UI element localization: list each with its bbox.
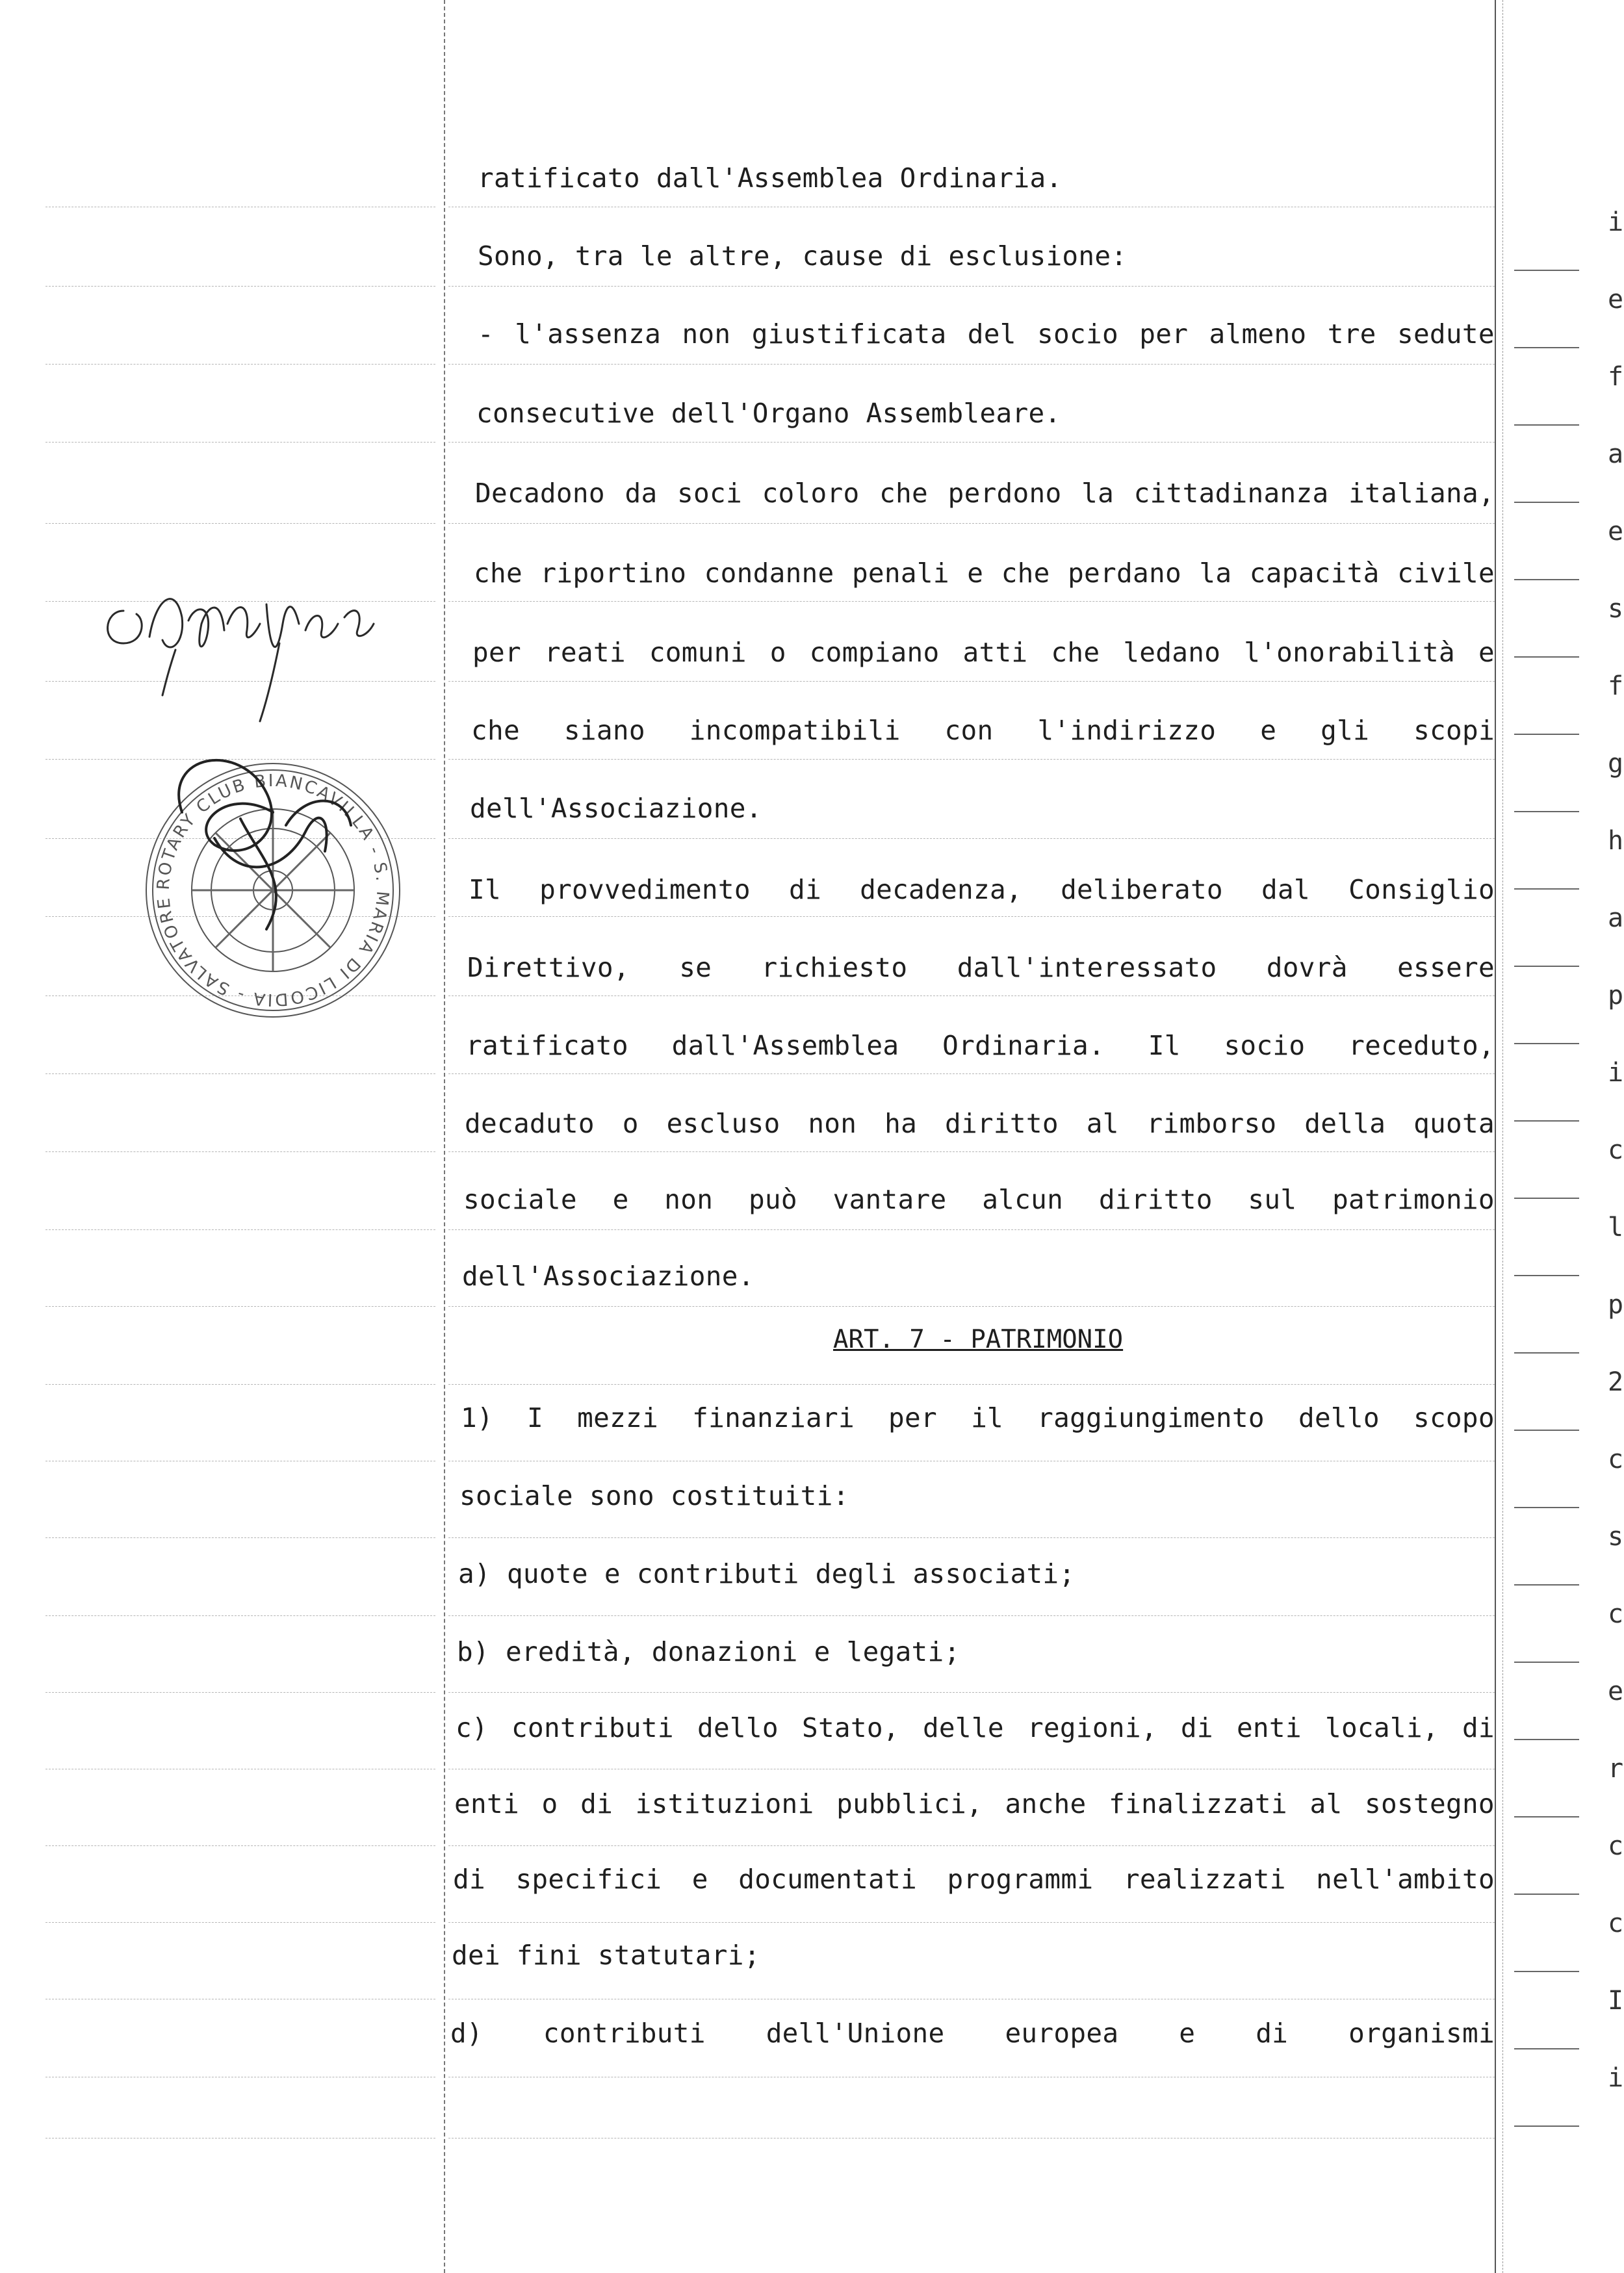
article-text-line: enti o di istituzioni pubblici, anche finalizzati al sostegno [454, 1788, 1495, 1819]
margin-cut-letter: I [1608, 1986, 1624, 2016]
text-line: - l'assenza non giustificata del socio per almeno tre sedute [478, 318, 1495, 350]
margin-ruled-line [45, 1692, 435, 1693]
text-line: sociale e non può vantare alcun diritto sul patrimonio [463, 1184, 1495, 1215]
text-line: che riportino condanne penali e che perdano la capacità civile [474, 558, 1495, 589]
article-heading: ART. 7 - PATRIMONIO [833, 1325, 1124, 1354]
ruled-line [448, 1692, 1495, 1693]
margin-tick [1514, 1507, 1579, 1508]
right-margin-rule-inner [1502, 0, 1503, 2273]
margin-ruled-line [45, 1845, 435, 1846]
margin-cut-letter: c [1608, 1908, 1624, 1938]
margin-ruled-line [45, 1073, 435, 1074]
text-line: per reati comuni o compiano atti che ledano l'onorabilità e [472, 637, 1495, 668]
margin-cut-letter: s [1608, 594, 1624, 624]
margin-cut-letter: l [1608, 1213, 1624, 1242]
margin-tick [1514, 424, 1579, 426]
margin-cut-letter: a [1608, 439, 1624, 469]
ruled-line [448, 523, 1495, 524]
margin-cut-letter: e [1608, 285, 1624, 315]
text-line: Direttivo, se richiesto dall'interessato dovrà essere [467, 952, 1495, 983]
margin-cut-letter: 2 [1608, 1367, 1624, 1397]
text-line: consecutive dell'Organo Assembleare. [476, 398, 1061, 429]
ruled-line [448, 759, 1495, 760]
margin-tick [1514, 656, 1579, 658]
margin-tick [1514, 888, 1579, 890]
margin-ruled-line [45, 1615, 435, 1616]
ruled-line [448, 286, 1495, 287]
ruled-line [448, 1306, 1495, 1307]
margin-tick [1514, 1584, 1579, 1586]
margin-ruled-line [45, 523, 435, 524]
text-line: ratificato dall'Assemblea Ordinaria. [478, 162, 1063, 194]
margin-cut-letter: p [1608, 1290, 1624, 1320]
margin-tick [1514, 1430, 1579, 1431]
article-text-line: a) quote e contributi degli associati; [458, 1558, 1076, 1589]
ruled-line [448, 1073, 1495, 1074]
margin-tick [1514, 1971, 1579, 1972]
text-line: Sono, tra le altre, cause di esclusione: [478, 240, 1128, 272]
ruled-line [448, 1384, 1495, 1385]
margin-cut-letter: e [1608, 1676, 1624, 1706]
ruled-line [448, 1151, 1495, 1152]
margin-tick [1514, 734, 1579, 735]
margin-ruled-line [45, 1384, 435, 1385]
margin-cut-letter: e [1608, 517, 1624, 546]
ruled-line [448, 1615, 1495, 1616]
margin-cut-letter: p [1608, 981, 1624, 1010]
margin-tick [1514, 1198, 1579, 1199]
margin-cut-letter: i [1608, 207, 1624, 237]
margin-tick [1514, 1352, 1579, 1354]
article-text-line: c) contributi dello Stato, delle regioni, di enti locali, di [456, 1712, 1495, 1743]
article-text-line: 1) I mezzi finanziari per il raggiungimento dello scopo [461, 1402, 1495, 1433]
margin-tick [1514, 1739, 1579, 1740]
margin-cut-letter: c [1608, 1445, 1624, 1474]
text-line: dell'Associazione. [470, 793, 762, 824]
margin-tick [1514, 1816, 1579, 1817]
ruled-line [448, 995, 1495, 996]
margin-cut-letter: s [1608, 1522, 1624, 1552]
ruled-line [448, 916, 1495, 917]
ruled-line [448, 1845, 1495, 1846]
svg-text:ROTARY CLUB BIANCAVILLA - S. M: ROTARY CLUB BIANCAVILLA - S. MARIA DI LICODIA - SALVATORE [153, 771, 393, 1010]
text-line: ratificato dall'Assemblea Ordinaria. Il socio receduto, [466, 1030, 1495, 1061]
margin-cut-letter: c [1608, 1831, 1624, 1861]
margin-cut-letter: c [1608, 1135, 1624, 1165]
ruled-line [448, 681, 1495, 682]
margin-ruled-line [45, 1306, 435, 1307]
margin-tick [1514, 1120, 1579, 1122]
ruled-line [448, 601, 1495, 602]
margin-cut-letter: g [1608, 749, 1624, 778]
text-line: Decadono da soci coloro che perdono la cittadinanza italiana, [475, 478, 1495, 509]
article-text-line: dei fini statutari; [452, 1940, 760, 1971]
margin-cut-letter: f [1608, 362, 1624, 392]
margin-tick [1514, 811, 1579, 812]
margin-cut-letter: h [1608, 826, 1624, 856]
left-margin-rule [444, 0, 445, 2273]
text-line: decaduto o escluso non ha diritto al rimborso della quota [465, 1108, 1495, 1139]
ruled-line [448, 838, 1495, 839]
margin-tick [1514, 1894, 1579, 1895]
ruled-line [448, 1922, 1495, 1923]
text-line: Il provvedimento di decadenza, deliberato dal Consiglio [469, 874, 1495, 905]
ruled-line [448, 364, 1495, 365]
signature-image [97, 559, 435, 728]
margin-tick [1514, 966, 1579, 967]
text-line: dell'Associazione. [462, 1261, 754, 1292]
signature-flourish [136, 715, 396, 975]
margin-ruled-line [45, 442, 435, 443]
ruled-line [448, 1537, 1495, 1538]
margin-ruled-line [45, 286, 435, 287]
margin-tick [1514, 1662, 1579, 1663]
margin-tick [1514, 270, 1579, 271]
text-line: che siano incompatibili con l'indirizzo e gli scopi [471, 715, 1495, 746]
article-text-line: di specifici e documentati programmi realizzati nell'ambito [453, 1864, 1495, 1895]
margin-tick [1514, 1275, 1579, 1276]
article-text-line: sociale sono costituiti: [459, 1480, 849, 1511]
margin-cut-letter: i [1608, 1058, 1624, 1088]
margin-ruled-line [45, 1922, 435, 1923]
margin-tick [1514, 2125, 1579, 2127]
margin-cut-letter: i [1608, 2063, 1624, 2093]
margin-tick [1514, 579, 1579, 580]
right-margin-rule [1495, 0, 1496, 2273]
margin-cut-letter: r [1608, 1754, 1624, 1784]
margin-tick [1514, 2048, 1579, 2049]
margin-cut-letter: c [1608, 1599, 1624, 1629]
margin-ruled-line [45, 364, 435, 365]
margin-tick [1514, 1043, 1579, 1044]
margin-ruled-line [45, 1151, 435, 1152]
margin-ruled-line [45, 1229, 435, 1230]
article-text-line: b) eredità, donazioni e legati; [457, 1636, 960, 1667]
margin-ruled-line [45, 1537, 435, 1538]
ruled-line [448, 1229, 1495, 1230]
article-text-line: d) contributi dell'Unione europea e di organismi [450, 2018, 1495, 2049]
margin-cut-letter: f [1608, 671, 1624, 701]
margin-tick [1514, 347, 1579, 348]
margin-tick [1514, 502, 1579, 503]
ruled-line [448, 442, 1495, 443]
margin-cut-letter: a [1608, 903, 1624, 933]
